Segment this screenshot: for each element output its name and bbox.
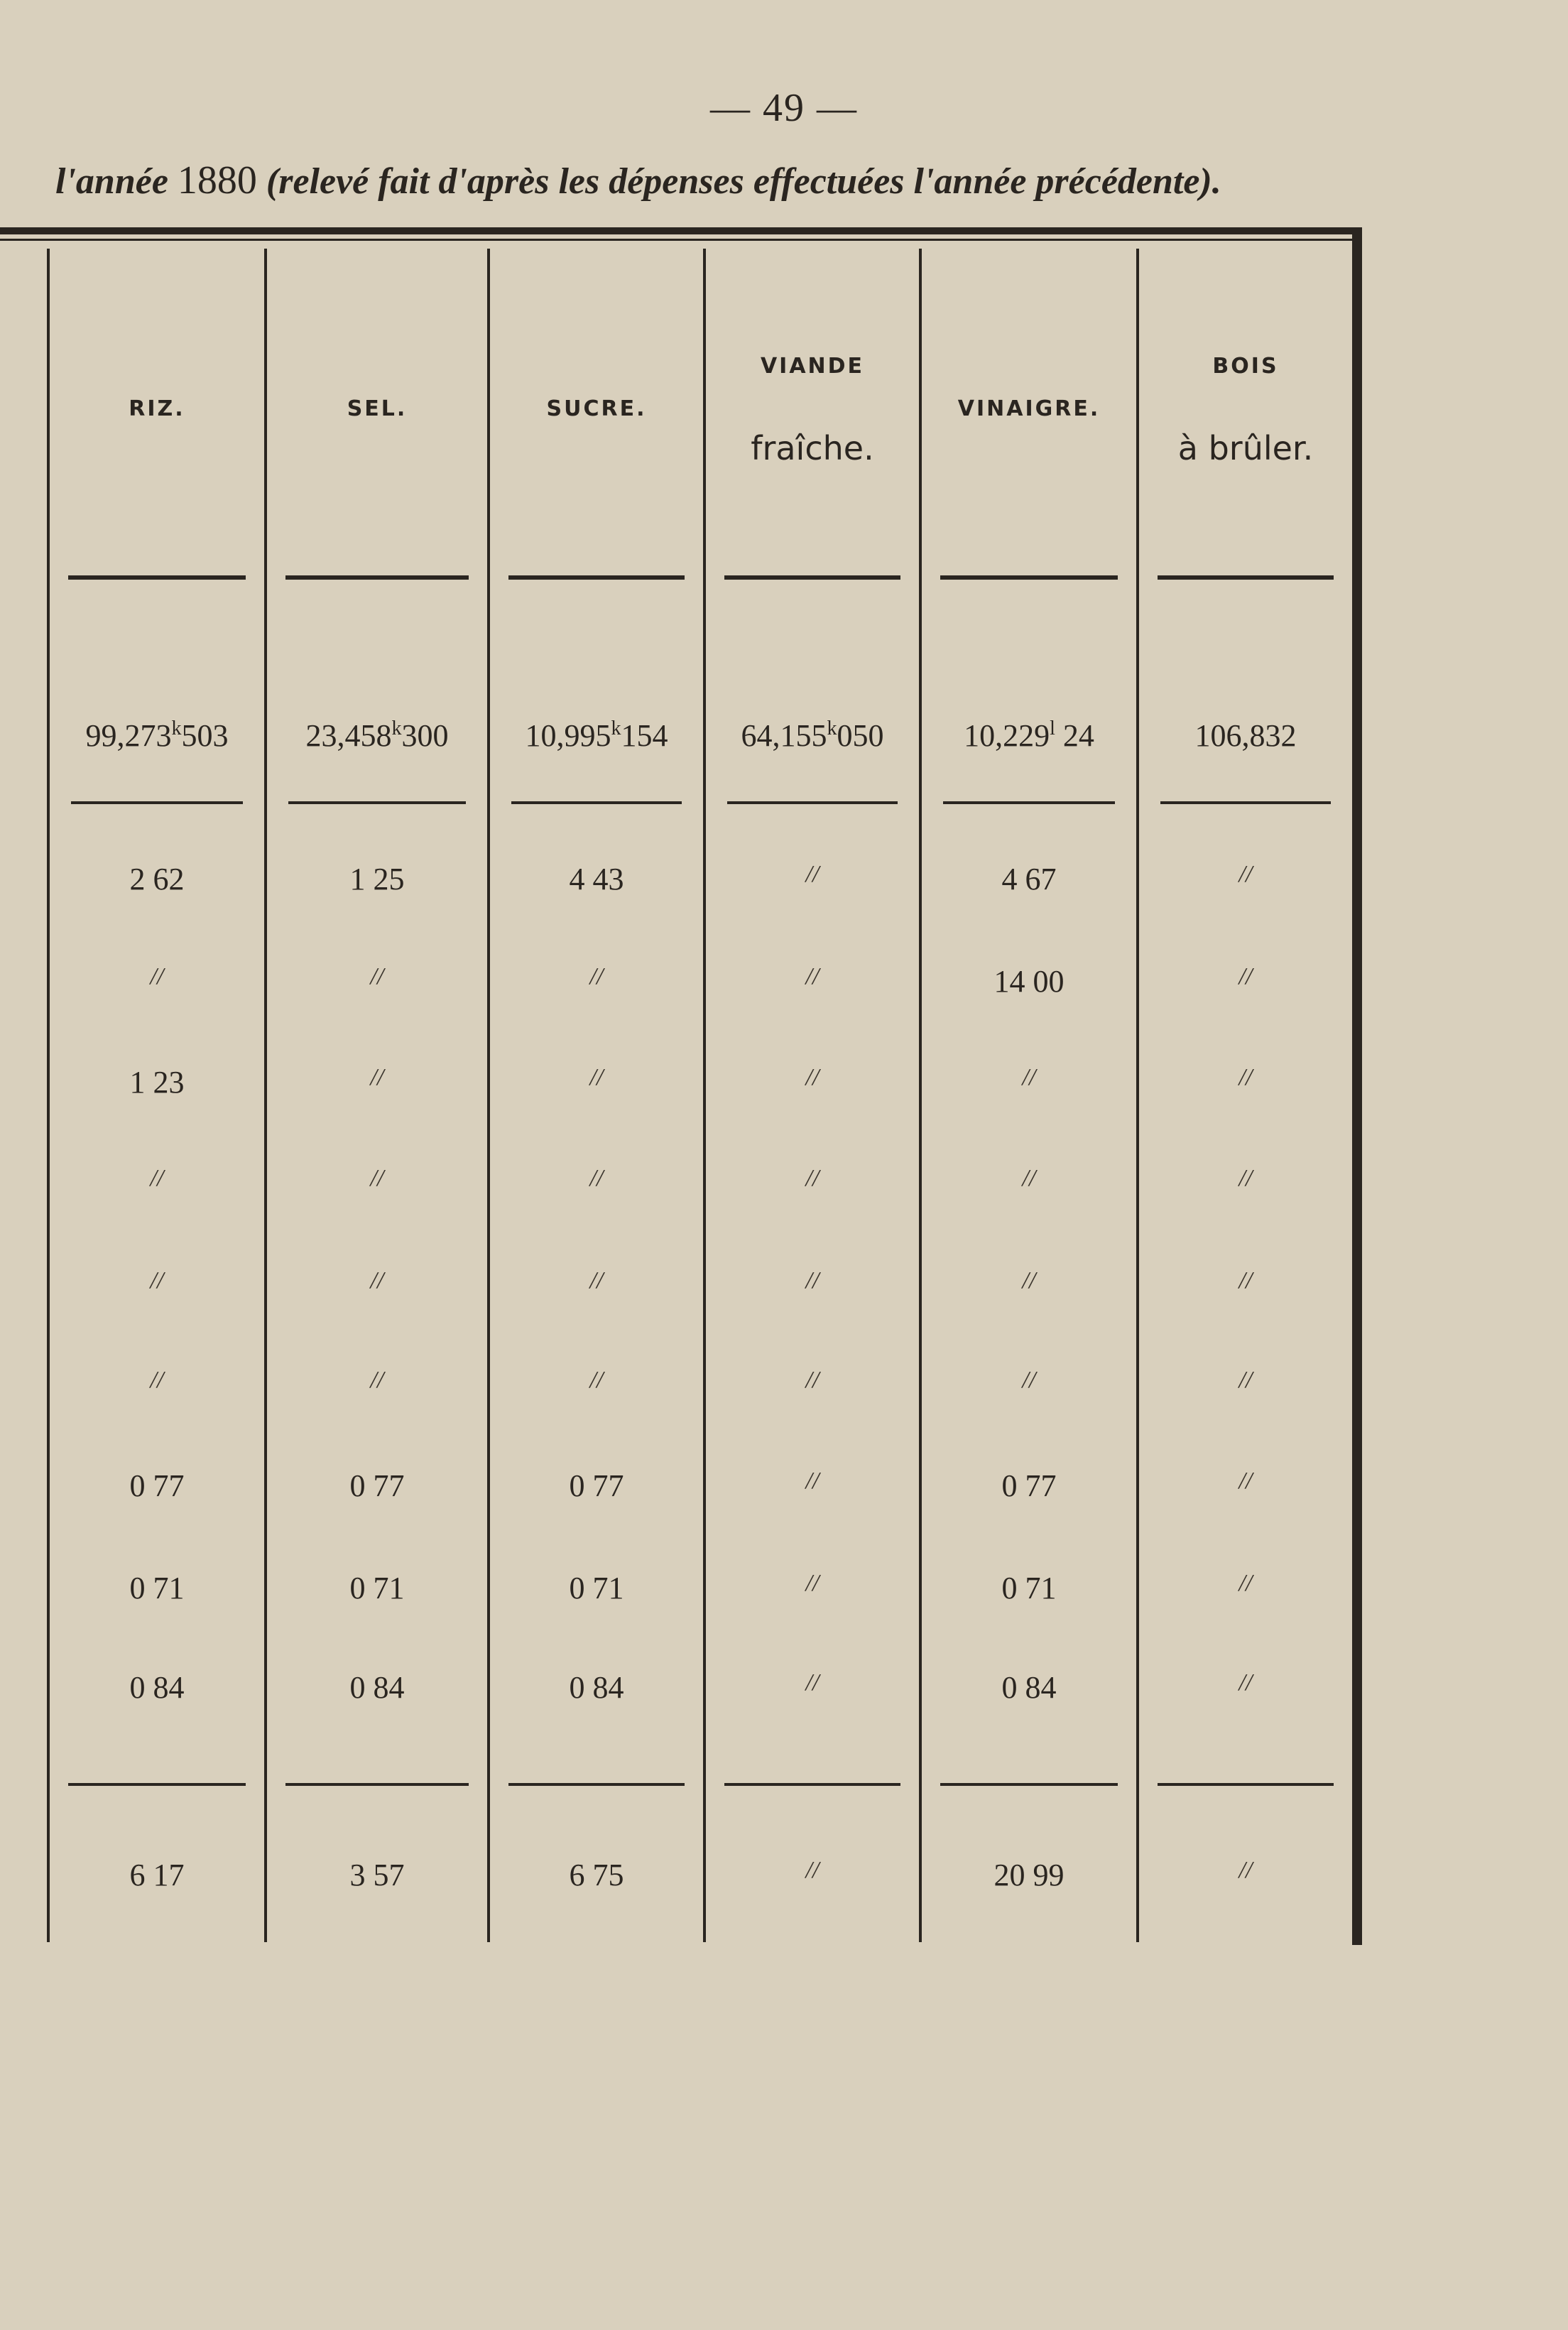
cost-cell: 14 00 <box>993 964 1065 999</box>
column-heading-sub-viande: fraîche. <box>751 429 874 467</box>
column-heading-riz: RIZ. <box>129 396 185 421</box>
quantity-unit: k <box>391 717 402 739</box>
quantity-value: 106,832 <box>1194 718 1297 753</box>
cost-cell: // <box>370 1064 384 1090</box>
quantity-value: 99,273 <box>85 718 172 753</box>
sum-rule <box>508 1783 685 1786</box>
quantity-unit: k <box>611 717 621 739</box>
caption-year: 1880 <box>177 158 257 202</box>
cost-cell: // <box>1238 1064 1253 1090</box>
cost-cell: // <box>1022 1267 1036 1294</box>
column-viande <box>706 249 919 1942</box>
quantity-total <box>1139 717 1352 754</box>
cost-sum: 6 75 <box>569 1858 624 1892</box>
total-rule <box>288 801 466 804</box>
quantity-total <box>490 717 703 754</box>
quantity-value: 10,229 <box>964 718 1050 753</box>
cost-cell: 0 77 <box>1001 1468 1057 1503</box>
heading-rule <box>508 575 685 580</box>
quantity-total <box>267 717 487 754</box>
quantity-unit: k <box>171 717 182 739</box>
cost-sum: // <box>1238 1857 1253 1883</box>
column-sucre <box>490 249 703 1942</box>
cost-cell: 2 62 <box>129 862 185 896</box>
column-heading-sel: SEL. <box>347 396 408 421</box>
cost-cell: 0 77 <box>129 1468 185 1503</box>
total-rule <box>511 801 682 804</box>
total-rule <box>1160 801 1331 804</box>
page-number: — 49 — <box>710 86 858 130</box>
cost-cell: 0 71 <box>1001 1571 1057 1605</box>
quantity-total <box>706 717 919 754</box>
quantity-value: 10,995 <box>525 718 611 753</box>
cost-sum: 20 99 <box>993 1858 1065 1892</box>
cost-sum: 3 57 <box>349 1858 405 1892</box>
table-right-border <box>1352 227 1362 1945</box>
cost-cell: // <box>1238 861 1253 887</box>
cost-cell: 1 25 <box>349 862 405 896</box>
cost-cell: // <box>589 1367 604 1393</box>
quantity-total <box>922 717 1136 754</box>
cost-cell: // <box>805 1064 820 1090</box>
cost-cell: 0 84 <box>129 1670 185 1705</box>
column-heading-sub-bois: à brûler. <box>1177 429 1314 467</box>
quantity-decimal: 24 <box>1055 718 1094 753</box>
quantity-unit: l <box>1050 717 1055 739</box>
cost-cell: // <box>1238 1267 1253 1294</box>
quantity-value: 23,458 <box>305 718 392 753</box>
heading-rule <box>285 575 469 580</box>
cost-cell: // <box>589 1064 604 1090</box>
cost-cell: 0 84 <box>569 1670 624 1705</box>
cost-cell: // <box>805 1570 820 1596</box>
cost-sum: 6 17 <box>129 1858 185 1892</box>
cost-cell: // <box>150 963 164 990</box>
cost-cell: // <box>150 1165 164 1191</box>
cost-cell: // <box>1022 1064 1036 1090</box>
cost-cell: 0 71 <box>129 1571 185 1605</box>
total-rule <box>943 801 1115 804</box>
cost-cell: // <box>805 1367 820 1393</box>
cost-cell: // <box>805 1669 820 1696</box>
table-top-rule-thin <box>0 239 1358 241</box>
cost-cell: 4 43 <box>569 862 624 896</box>
cost-cell: // <box>1238 963 1253 990</box>
cost-cell: 4 67 <box>1001 862 1057 896</box>
heading-rule <box>1158 575 1334 580</box>
total-rule <box>71 801 243 804</box>
column-heading-bois: BOIS <box>1212 354 1279 379</box>
cost-cell: // <box>1022 1165 1036 1191</box>
table-caption <box>55 158 1518 203</box>
heading-rule <box>68 575 246 580</box>
cost-cell: // <box>370 1267 384 1294</box>
quantity-unit: k <box>827 717 837 739</box>
cost-cell: // <box>150 1267 164 1294</box>
sum-rule <box>285 1783 469 1786</box>
cost-sum: // <box>805 1857 820 1883</box>
cost-cell: // <box>1238 1367 1253 1393</box>
cost-cell: 1 23 <box>129 1065 185 1100</box>
sum-rule <box>1158 1783 1334 1786</box>
cost-cell: // <box>805 963 820 990</box>
total-rule <box>727 801 898 804</box>
cost-cell: 0 84 <box>349 1670 405 1705</box>
quantity-decimal: 300 <box>401 718 449 753</box>
column-sel <box>267 249 487 1942</box>
table-top-rule <box>0 227 1358 234</box>
cost-cell: // <box>370 963 384 990</box>
sum-rule <box>724 1783 900 1786</box>
cost-cell: 0 77 <box>569 1468 624 1503</box>
cost-cell: // <box>805 1165 820 1191</box>
cost-cell: // <box>370 1367 384 1393</box>
cost-cell: // <box>805 1267 820 1294</box>
cost-cell: 0 71 <box>349 1571 405 1605</box>
cost-cell: 0 84 <box>1001 1670 1057 1705</box>
column-riz <box>50 249 264 1942</box>
column-bois <box>1139 249 1352 1942</box>
cost-cell: // <box>370 1165 384 1191</box>
cost-cell: // <box>1022 1367 1036 1393</box>
cost-cell: // <box>150 1367 164 1393</box>
cost-cell: // <box>805 1468 820 1494</box>
sum-rule <box>68 1783 246 1786</box>
cost-cell: // <box>589 963 604 990</box>
caption-text: (relevé fait d'après les dépenses effectuées l'année précédente). <box>266 161 1221 202</box>
caption-prefix: l'année <box>55 161 168 202</box>
quantity-decimal: 050 <box>837 718 884 753</box>
sum-rule <box>940 1783 1118 1786</box>
cost-cell: // <box>1238 1165 1253 1191</box>
column-heading-vinaigre: VINAIGRE. <box>957 396 1101 421</box>
cost-cell: // <box>1238 1570 1253 1596</box>
column-vinaigre <box>922 249 1136 1942</box>
quantity-total <box>50 717 264 754</box>
quantity-value: 64,155 <box>741 718 827 753</box>
quantity-decimal: 503 <box>181 718 229 753</box>
heading-rule <box>724 575 900 580</box>
cost-cell: // <box>1238 1669 1253 1696</box>
heading-rule <box>940 575 1118 580</box>
quantity-decimal: 154 <box>621 718 668 753</box>
cost-cell: // <box>1238 1468 1253 1494</box>
cost-cell: // <box>589 1267 604 1294</box>
cost-cell: // <box>805 861 820 887</box>
column-heading-sucre: SUCRE. <box>546 396 647 421</box>
cost-cell: 0 77 <box>349 1468 405 1503</box>
cost-cell: // <box>589 1165 604 1191</box>
column-heading-viande: VIANDE <box>760 354 865 379</box>
cost-cell: 0 71 <box>569 1571 624 1605</box>
